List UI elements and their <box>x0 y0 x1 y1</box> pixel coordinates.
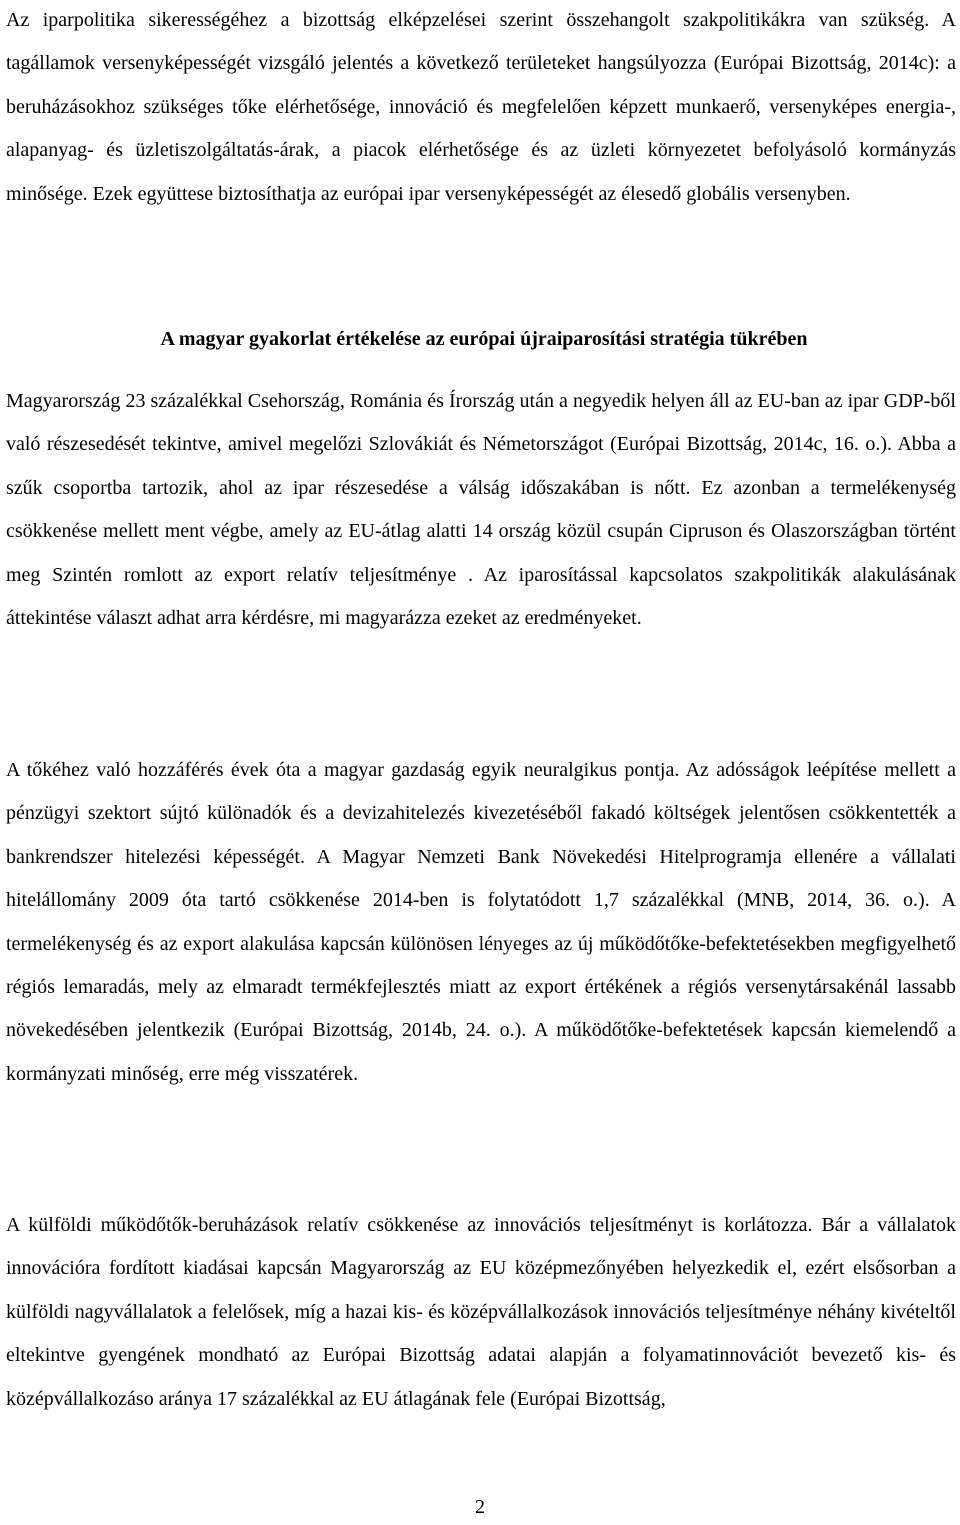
paragraph-capital-access: A tőkéhez való hozzáférés évek óta a magyar gazdaság egyik neuralgikus pontja. Az adósságok leépítése mellett a pénzügyi szektort sújtó különadók és a devizahitelezés kivezetéséből fakadó költségek jelentősen csökkentették a bankrendszer hitelezési képességét. A Magyar Nemzeti Bank Növekedési Hitelprogramja ellenére a vállalati hitelállomány 2009 óta tartó csökkenése 2014-ben is folytatódott 1,7 százalékkal (MNB, 2014, 36. o.). A termelékenység és az export alakulása kapcsán különösen lényeges az új működőtőke-befektetésekben megfigyelhető régiós lemaradás, mely az elmaradt termékfejlesztés miatt az export értékének a régiós versenytársakénál lassabb növekedésében jelentkezik (Európai Bizottság, 2014b, 24. o.). A működőtőke-befektetések kapcsán kiemelendő a kormányzati minőség, erre még visszatérek. <box>6 759 956 1085</box>
paragraph-hungary-position: Magyarország 23 százalékkal Csehország, Románia és Írország után a negyedik helyen áll az EU-ban az ipar GDP-ből való részesedését tekintve, amivel megelőzi Szlovákiát és Németországot (Európai Bizottság, 2014c, 16. o.). Abba a szűk csoportba tartozik, ahol az ipar részesedése a válság időszakában is nőtt. Ez azonban a termelékenység csökkenése mellett ment végbe, amely az EU-átlag alatti 14 ország közül csupán Cipruson és Olaszországban történt meg Szintén romlott az export relatív teljesítménye . Az iparosítással kapcsolatos szakpolitikák alakulásának áttekintése választ adhat arra kérdésre, mi magyarázza ezeket az eredményeket. <box>6 390 956 630</box>
paragraph-innovation: A külföldi működőtők-beruházások relatív csökkenése az innovációs teljesítményt is korlátozza. Bár a vállalatok innovációra fordított kiadásai kapcsán Magyarország az EU középmezőnyében helyezkedik el, ezért elsősorban a külföldi nagyvállalatok a felelősek, míg a hazai kis- és középvállalkozások innovációs teljesítménye néhány kivételtől eltekintve gyengének mondható az Európai Bizottság adatai alapján a folyamatinnovációt bevezető kis- és középvállalkozáso aránya 17 százalékkal az EU átlagának fele (Európai Bizottság, <box>6 1214 956 1410</box>
page-number: 2 <box>475 1496 485 1518</box>
section-heading: A magyar gyakorlat értékelése az európai újraiparosítási stratégia tükrében <box>160 328 808 350</box>
paragraph-intro: Az iparpolitika sikerességéhez a bizottság elképzelései szerint összehangolt szakpolitikákra van szükség. A tagállamok versenyképességét vizsgáló jelentés a következő területeket hangsúlyozza (Európai Bizottság, 2014c): a beruházásokhoz szükséges tőke elérhetősége, innováció és megfelelően képzett munkaerő, versenyképes energia-, alapanyag- és üzletiszolgáltatás-árak, a piacok elérhetősége és az üzleti környezetet befolyásoló kormányzás minősége. Ezek együttese biztosíthatja az európai ipar versenyképességét az élesedő globális versenyben. <box>6 9 956 205</box>
